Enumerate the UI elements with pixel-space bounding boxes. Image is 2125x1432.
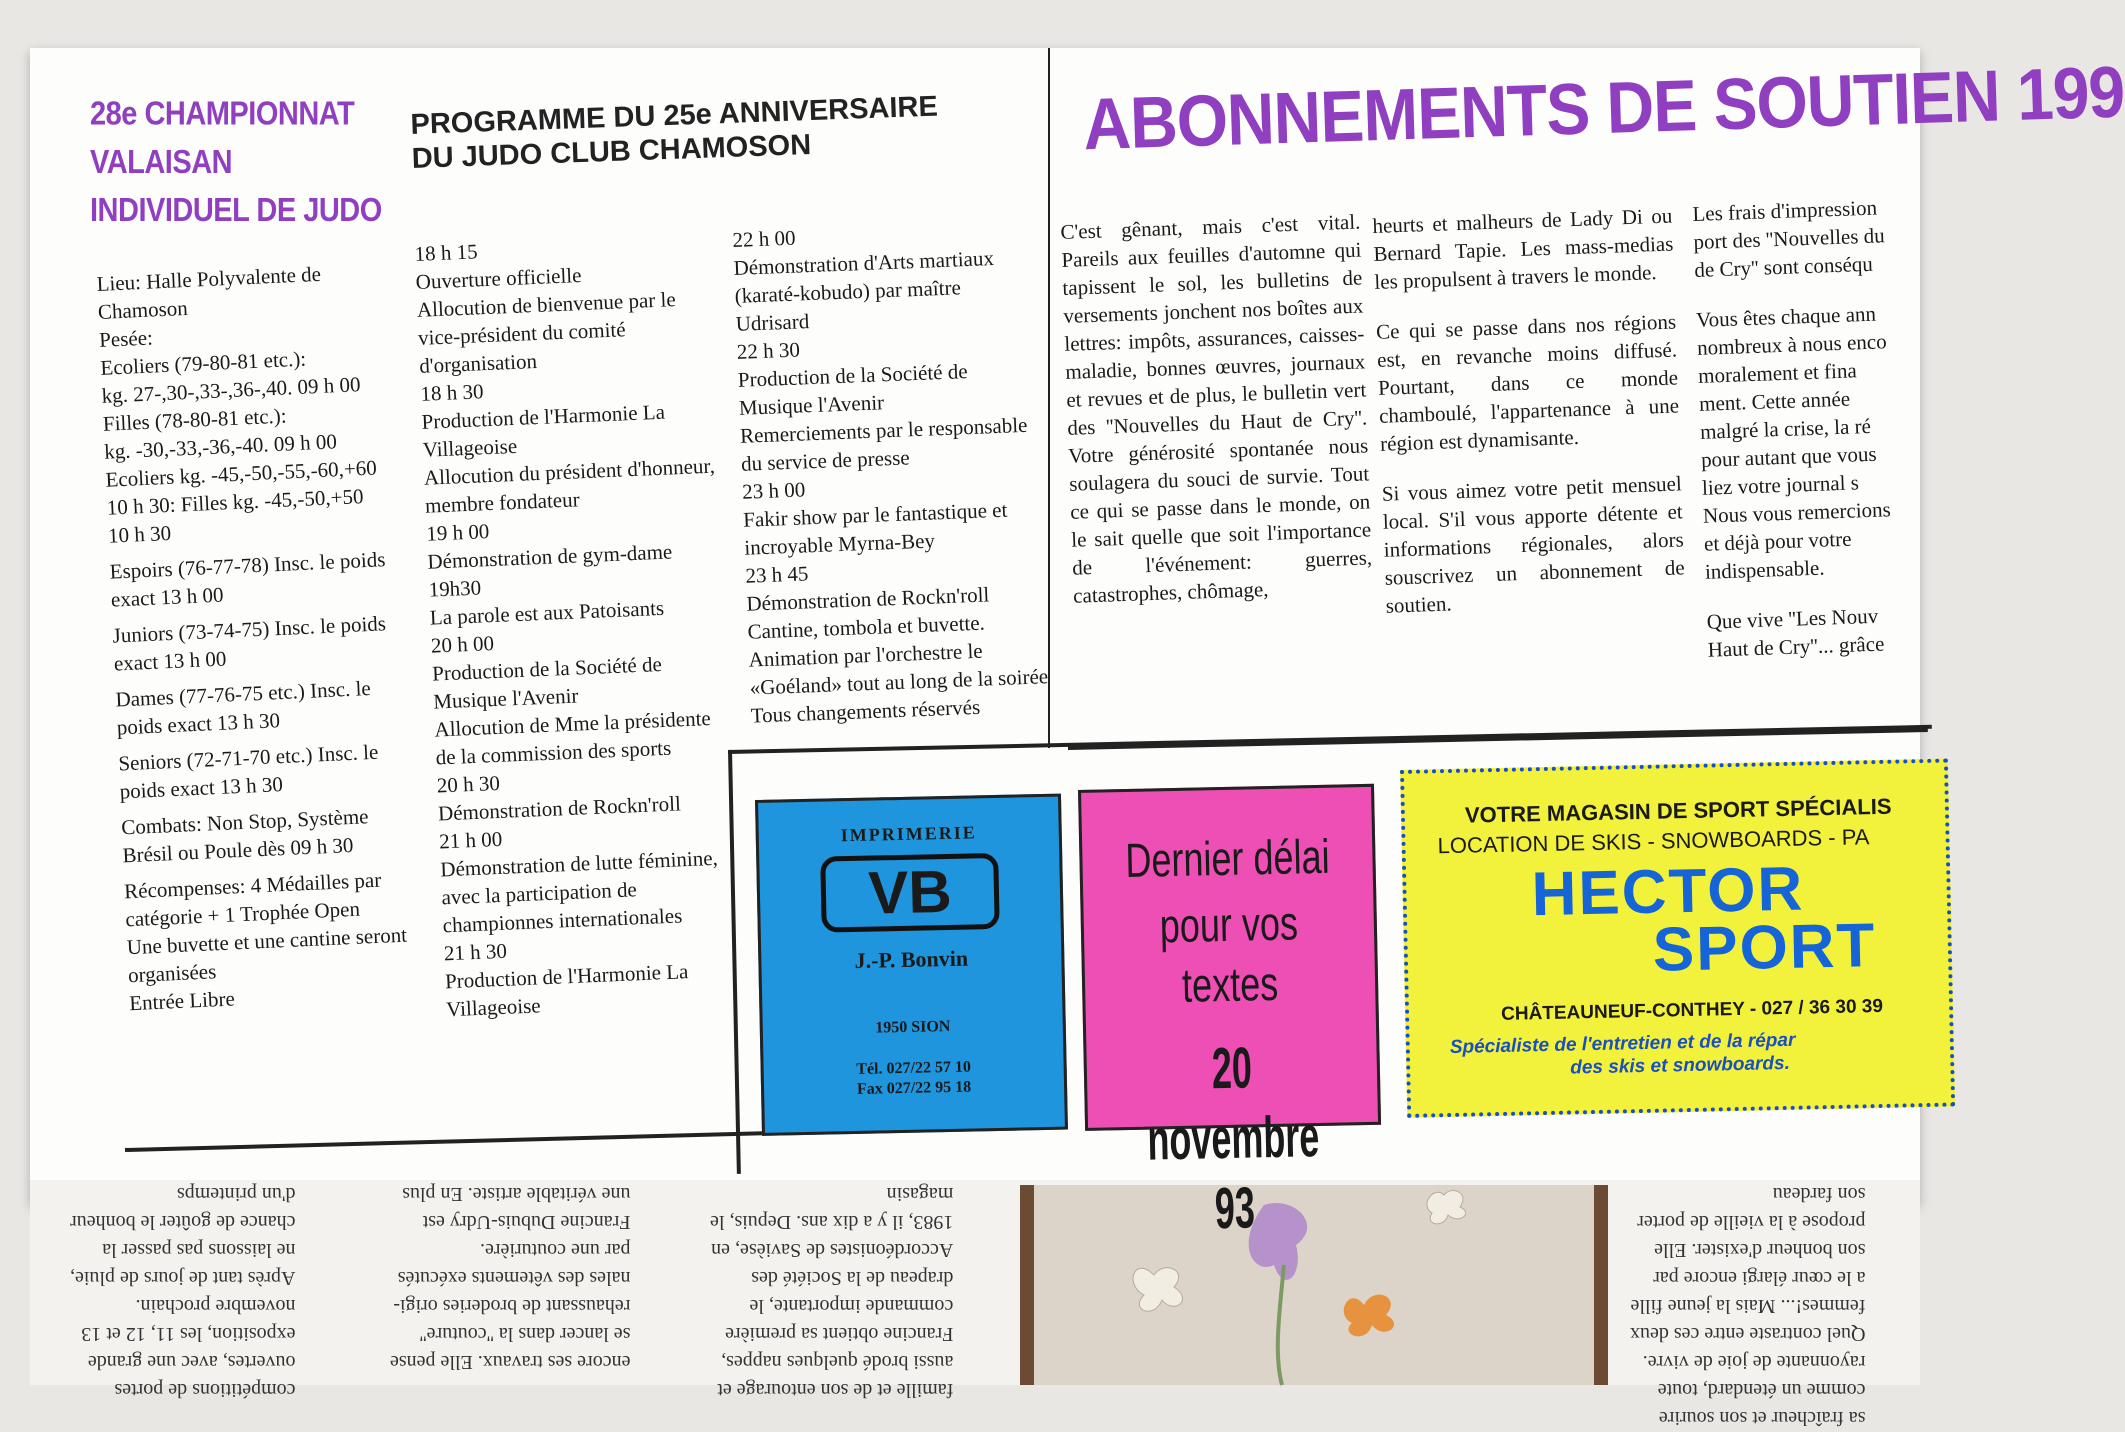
programme-item: Production de l'Harmonie La Villageoise	[444, 959, 689, 1022]
detail-item: 10 h 30: Filles kg. -45,-50,+50	[106, 484, 364, 520]
vb-city: 1950 SION	[875, 1017, 951, 1037]
upside-down-column-3: famille et de son entourage et aussi brodé quelques nappes, Francine obtient sa première commande importante, le drapeau de la Société des Accordéonistes de Savièse, en 1983, il y a dix ans. Depuis, le magasin	[710, 1183, 954, 1401]
hector-rental-line: LOCATION DE SKIS - SNOWBOARDS - PA	[1437, 824, 1870, 859]
imprimerie-label: IMPRIMERIE	[840, 822, 977, 846]
championnat-details	[96, 256, 430, 1017]
programme-column-2	[732, 214, 1051, 729]
programme-item: 20 h 00	[430, 631, 495, 658]
programme-item: 23 h 45	[744, 561, 809, 588]
programme-item: Remerciements par le responsable du service de presse	[739, 412, 1028, 476]
abonnements-line: Que vive ''Les Nouv	[1706, 603, 1879, 634]
deadline-line-2: pour vos textes	[1159, 897, 1299, 1013]
abonnements-line: Nous vous remercions	[1702, 497, 1892, 528]
vb-phone: Tél. 027/22 57 10	[856, 1058, 972, 1078]
upside-down-column-2: encore ses travaux. Elle pense se lancer dans la ''couture'' rehaussant de broderies origi- nales des vêtements exécutés par une couturière. Francine Dubuis-Udry est une véritable artiste. En plus	[390, 1183, 631, 1373]
abonnements-line: port des ''Nouvelles du	[1693, 223, 1886, 254]
detail-item: Seniors (72-71-70 etc.) Insc. le poids exact 13 h 30	[117, 739, 379, 804]
abonnements-line: liez votre journal s	[1701, 470, 1860, 500]
programme-item: 19h30	[428, 575, 482, 602]
vb-fax: Fax 027/22 95 18	[856, 1078, 972, 1098]
abonnements-paragraph: heurts et malheurs de Lady Di ou Bernard Tapie. Les mass-medias les propulsent à travers le monde.	[1372, 203, 1674, 294]
programme-item: 18 h 30	[419, 379, 484, 406]
detail-item: kg. -30,-33,-36,-40. 09 h 00	[103, 429, 338, 464]
detail-item: Ecoliers kg. -45,-50,-55,-60,+60	[104, 455, 378, 492]
hector-address: CHÂTEAUNEUF-CONTHEY - 027 / 36 30 39	[1500, 995, 1884, 1025]
detail-item: Une buvette et une cantine seront organisées	[126, 922, 408, 988]
programme-item: Démonstration d'Arts martiaux (karaté-kobudo) par maître Udrisard	[733, 245, 995, 336]
abonnements-title: ABONNEMENTS DE SOUTIEN 199	[1082, 50, 2125, 165]
abonnements-paragraph: Si vous aimez votre petit mensuel local. S'il vous apporte détente et informations régionales, alors souscrivez un abonnement de soutien.	[1381, 471, 1686, 618]
championnat-title-line-2: VALAISAN	[90, 144, 233, 181]
hector-sport-ad	[1400, 759, 1955, 1118]
programme-item: 19 h 00	[425, 519, 490, 546]
programme-item: 23 h 00	[741, 477, 806, 504]
programme-item: 18 h 15	[414, 239, 479, 266]
upside-down-column-4: sa fraîcheur et son sourire comme un étendard, toute rayonnante de joie de vivre. Quel contraste entre ces deux femmes!... Mais la jeune fille a le cœur élargi encore par son bonheur d'exister. Elle propose à la vieille de porter son fardeau	[1630, 1183, 1866, 1429]
programme-item: Démonstration de gym-dame	[426, 539, 673, 574]
programme-item: Allocution du président d'honneur, membre fondateur	[423, 453, 716, 518]
championnat-title-line-3: INDIVIDUEL DE JUDO	[90, 192, 382, 230]
detail-item: 10 h 30	[107, 520, 172, 548]
programme-item: Cantine, tombola et buvette.	[747, 610, 986, 644]
hector-headline: VOTRE MAGASIN DE SPORT SPÉCIALIS	[1464, 793, 1892, 828]
hector-slogan-line-2: des skis et snowboards.	[1570, 1052, 1791, 1079]
detail-item: Espoirs (76-77-78) Insc. le poids exact 13 h 00	[109, 547, 386, 612]
deadline-line-1: Dernier délai	[1124, 830, 1331, 889]
programme-item: Production de l'Harmonie La Villageoise	[421, 399, 666, 462]
programme-item: Ouverture officielle	[415, 263, 582, 294]
programme-item: 21 h 30	[443, 938, 508, 966]
programme-item: Démonstration de Rockn'roll	[746, 582, 990, 616]
programme-column-1	[414, 227, 747, 1023]
programme-item: Production de la Société de Musique l'Avenir	[737, 359, 968, 420]
abonnements-line: Haut de Cry''... grâce	[1707, 631, 1885, 662]
championnat-title	[90, 90, 382, 235]
detail-item: Pesée:	[98, 325, 154, 352]
hector-brand-line-1: HECTOR	[1530, 854, 1805, 930]
abonnements-column-1	[1060, 208, 1373, 610]
vb-logo: VB	[820, 853, 1000, 933]
underlying-page	[30, 1180, 1920, 1429]
abonnements-paragraph: C'est gênant, mais c'est vital. Pareils aux feuilles d'automne qui tapissent le sol, les bulletins de versements jonchent nos boîtes aux lettres: impôts, assurances, caisses-maladie, bonnes œuvres, journaux et revues et de plus, le bulletin vert des ''Nouvelles du Haut de Cry''. Votre générosité spontanée nous soulagera du souci de survie. Tout ce qui se passe dans le monde, on le sait quelle que soit l'importance de l'événement: guerres, catastrophes, chômage,	[1060, 209, 1373, 608]
page-fold-line	[1048, 48, 1050, 748]
programme-title-line-1: PROGRAMME DU 25e ANNIVERSAIRE	[410, 90, 939, 141]
abonnements-column-2	[1372, 202, 1686, 620]
abonnements-line: indispensable.	[1704, 555, 1825, 584]
abonnements-line: nombreux à nous enco	[1696, 329, 1888, 360]
detail-item: Ecoliers (79-80-81 etc.):	[99, 346, 307, 380]
deadline-date: 20 novembre 93	[1146, 1035, 1320, 1242]
programme-item: 22 h 30	[736, 337, 801, 364]
programme-item: 22 h 00	[732, 225, 796, 252]
programme-item: 20 h 30	[436, 770, 501, 798]
upside-down-column-1: compétitions de portes ouvertes, avec une grande exposition, les 11, 12 et 13 novembre prochain. Après tant de jours de pluie, ne laissons pas passer la chance de goûter le bonheur d'un printemps	[70, 1183, 296, 1401]
programme-item: Fakir show par le fantastique et incroyable Myrna-Bey	[742, 497, 1008, 560]
detail-item: Entrée Libre	[128, 986, 236, 1016]
abonnements-line: pour autant que vous	[1700, 441, 1877, 472]
programme-item: Production de la Société de Musique l'Avenir	[431, 652, 663, 714]
programme-item: 21 h 00	[438, 826, 503, 854]
hector-slogan-line-1: Spécialiste de l'entretien et de la répar	[1449, 1029, 1796, 1059]
programme-item: Allocution de bienvenue par le vice-président du comité d'organisation	[416, 287, 677, 378]
detail-item: Dames (77-76-75 etc.) Insc. le poids exact 13 h 30	[114, 675, 372, 740]
vb-owner: J.-P. Bonvin	[854, 945, 969, 973]
abonnements-line: de Cry'' sont conséqu	[1694, 251, 1874, 282]
detail-item: Lieu: Halle Polyvalente de Chamoson	[96, 261, 322, 324]
detail-item: Combats: Non Stop, Système Brésil ou Poule dès 09 h 30	[120, 804, 369, 868]
detail-item: Juniors (73-74-75) Insc. le poids exact 13 h 00	[112, 611, 387, 676]
programme-item: Allocution de Mme la présidente de la commission des sports	[434, 706, 712, 770]
programme-item: Démonstration de Rockn'roll	[437, 791, 682, 826]
hector-brand-line-2: SPORT	[1652, 911, 1878, 985]
championnat-title-line-1: 28e CHAMPIONNAT	[90, 95, 355, 133]
abonnements-line: Vous êtes chaque ann	[1695, 301, 1877, 332]
programme-title-line-2: DU JUDO CLUB CHAMOSON	[411, 129, 812, 175]
detail-item: Récompenses: 4 Médailles par catégorie + 1 Trophée Open	[123, 867, 382, 932]
imprimerie-vb-ad	[755, 794, 1068, 1136]
abonnements-line: ment. Cette année	[1698, 386, 1851, 416]
detail-item: Filles (78-80-81 etc.):	[102, 403, 288, 436]
abonnements-line: malgré la crise, la ré	[1699, 413, 1872, 444]
detail-item: kg. 27-,30-,33-,36-,40. 09 h 00	[101, 372, 361, 408]
programme-item: Tous changements réservés	[750, 694, 981, 728]
abonnements-paragraph: Ce qui se passe dans nos régions est, en revanche moins diffusé. Pourtant, dans ce monde chamboulé, l'appartenance à une région est dynamisante.	[1375, 309, 1680, 456]
abonnements-column-3	[1692, 192, 1938, 664]
programme-item: Animation par l'orchestre le «Goéland» tout au long de la soirée	[748, 638, 1049, 700]
abonnements-line: moralement et fina	[1697, 358, 1858, 388]
abonnements-line: Les frais d'impression	[1692, 195, 1878, 226]
deadline-notice	[1078, 784, 1381, 1242]
programme-item: Démonstration de lutte féminine, avec la participation de championnes internationales	[439, 845, 719, 938]
programme-item: La parole est aux Patoisants	[429, 595, 665, 630]
abonnements-line: et déjà pour votre	[1703, 526, 1852, 556]
